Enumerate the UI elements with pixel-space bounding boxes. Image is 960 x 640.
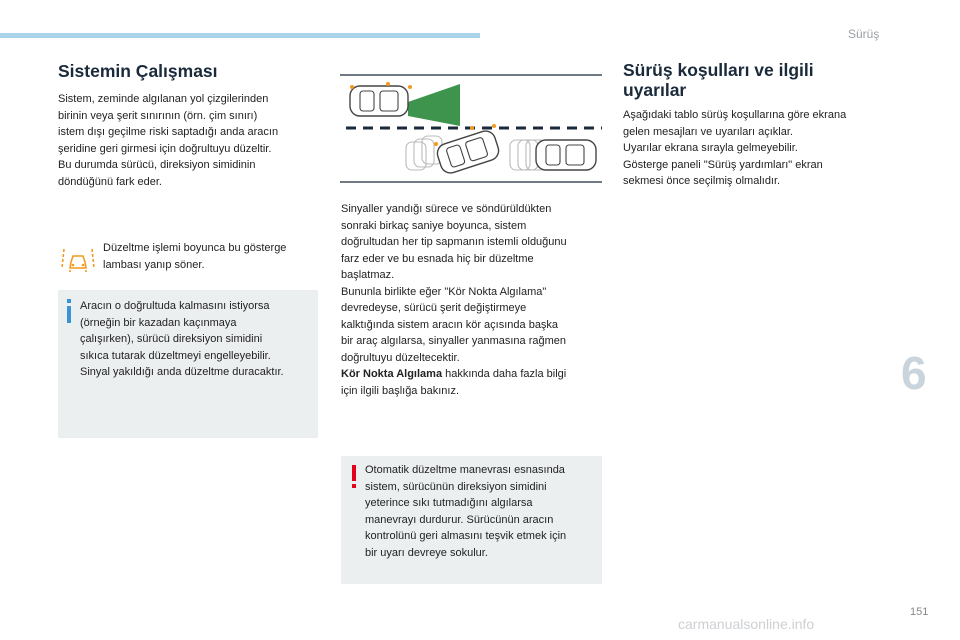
vehicle-in-blind-spot: [350, 86, 408, 116]
blind-spot-zone: [408, 84, 460, 126]
section-label: Sürüş: [848, 27, 880, 41]
page-number: 151: [910, 606, 929, 618]
right-body: Aşağıdaki tablo sürüş koşullarına göre ekrana gelen mesajları ve uyarıları açıklar. Uyarılar ekrana sırayla gelmeyebilir. Gösterge paneli "Sürüş yardımları" ekran sekmesi önce seçilmiş olmalıdır.: [623, 109, 847, 187]
lane-warning-icon: [60, 240, 96, 276]
lane-change-illustration: [340, 72, 602, 184]
left-intro: Sistem, zeminde algılanan yol çizgilerinden birinin veya şerit sınırının (örn. çim sınırı) istem dışı geçilme riski saptadığı anda aracın şeridine geri girmesi için doğrultuyu düzeltir. Bu durumda sürücü, direksiyon simidinin döndüğünü fark eder.: [58, 93, 279, 188]
blind-spot-reference: Kör Nokta Algılama: [341, 368, 443, 380]
warning-lamp-note: Düzeltme işlemi boyunca bu gösterge lambası yanıp söner.: [103, 242, 287, 271]
exclamation-icon: [350, 465, 358, 489]
left-title: Sistemin Çalışması: [58, 61, 218, 81]
chapter-number: 6: [901, 347, 927, 399]
warning-note-text: Otomatik düzeltme manevrası esnasında sistem, sürücünün direksiyon simidini yeterince sıkı tutmadığını algılarsa manevrayı durdurur. Sürücünün aracın kontrolünü geri almasını teşvik etmek için bir uyarı devreye sokulur.: [365, 464, 567, 559]
header-accent-bar: [0, 33, 480, 38]
info-note-text: Aracın o doğrultuda kalmasını istiyorsa (örneğin bir kazadan kaçınmaya çalışırken), sürücü direksiyon simidini sıkıca tutarak düzeltmeyi engelleyebilir. Sinyal yakıldığı anda düzeltme duracaktır.: [80, 300, 284, 378]
info-icon: [64, 299, 74, 323]
middle-body: Sinyaller yandığı sürece ve söndürüldükten sonraki birkaç saniye boyunca, sistem doğrultudan her tip sapmanın istemli olduğunu farz eder ve bu esnada hiç bir düzeltme başlatmaz. Bununla birlikte eğer "Kör Nokta Algılama" devredeyse, sürücü şerit değiştirmeye kalktığında sistem aracın kör açısında başka bir araç algılarsa, sinyaller yanmasına rağmen doğrultuyu düzeltecektir. Kör Nokta Algılama hakkında daha fazla bilgi için ilgili başlığa bakınız.: [341, 203, 567, 397]
vehicle-in-lane: [536, 140, 596, 170]
right-title: Sürüş koşulları ve ilgili uyarılar: [623, 60, 814, 100]
vehicle-changing-lane: [435, 128, 501, 175]
watermark: carmanualsonline.info: [678, 616, 815, 632]
